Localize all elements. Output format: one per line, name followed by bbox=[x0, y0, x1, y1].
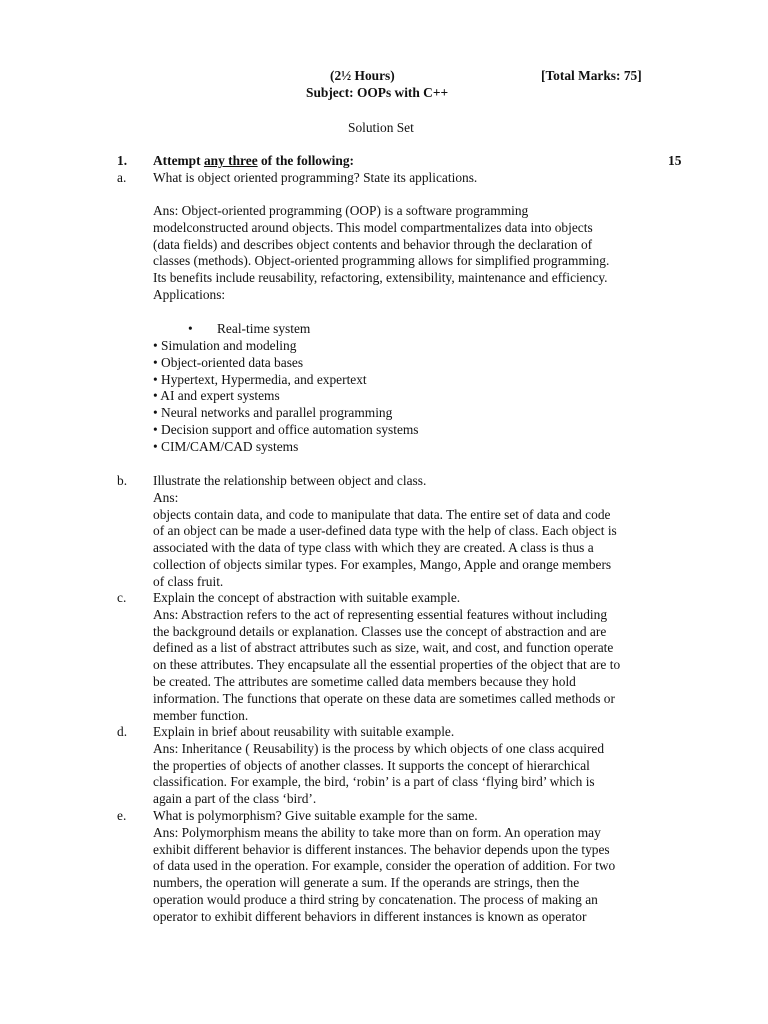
text-line: Explain in brief about reusability with suitable example. bbox=[153, 724, 455, 739]
text-line: member function. bbox=[153, 707, 249, 723]
bullet-icon: • bbox=[188, 321, 193, 336]
text-line: objects contain data, and code to manipulate that data. The entire set of data and code bbox=[153, 506, 611, 522]
text-line: of data used in the operation. For example, consider the operation of addition. For two bbox=[153, 858, 616, 874]
text-line: again a part of the class ‘bird’. bbox=[153, 791, 317, 807]
exam-duration: (2½ Hours) bbox=[330, 68, 395, 83]
text-line: Ans: Inheritance ( Reusability) is the process by which objects of one class acquired bbox=[153, 740, 605, 756]
text-line: the background details or explanation. Classes use the concept of abstraction and are bbox=[153, 623, 607, 639]
applications-list bbox=[153, 338, 419, 456]
text-line: of class fruit. bbox=[153, 573, 224, 589]
list-item: • Decision support and office automation systems bbox=[153, 421, 419, 437]
part-b-content bbox=[153, 473, 673, 591]
text-line: of an object can be made a user-defined data type with the help of class. Each object is bbox=[153, 523, 617, 539]
list-item: • CIM/CAM/CAD systems bbox=[153, 438, 299, 454]
part-a-answer bbox=[153, 203, 673, 304]
instruction-underlined: any three bbox=[203, 153, 258, 168]
list-item: • Object-oriented data bases bbox=[153, 354, 304, 370]
part-d-content bbox=[153, 724, 673, 808]
text-line: associated with the data of type class with which they are created. A class is thus a bbox=[153, 540, 594, 556]
text-line: Ans: Abstraction refers to the act of representing essential features without including bbox=[153, 606, 608, 622]
text-line: on these attributes. They encapsulate all the essential properties of the object that are to bbox=[153, 657, 621, 673]
answer-line: Applications: bbox=[153, 286, 226, 302]
text-line: the properties of objects of another classes. It supports the concept of hierarchical bbox=[153, 757, 590, 773]
part-a-question: What is object oriented programming? State its applications. bbox=[153, 170, 478, 185]
text-line: defined as a list of abstract attributes such as size, wait, and cost, and function operate bbox=[153, 640, 614, 656]
list-item: • Hypertext, Hypermedia, and expertext bbox=[153, 371, 367, 387]
text-line: operator to exhibit different behaviors in different instances is known as operator bbox=[153, 908, 587, 924]
part-e-content bbox=[153, 808, 673, 926]
text-line: information. The functions that operate on these data are sometimes called methods or bbox=[153, 690, 615, 706]
part-a-label: a. bbox=[117, 170, 127, 185]
answer-line: classes (methods). Object-oriented programming allows for simplified programming. bbox=[153, 253, 610, 269]
text-line: Ans: Polymorphism means the ability to take more than on form. An operation may bbox=[153, 824, 601, 840]
text-line: collection of objects similar types. For examples, Mango, Apple and orange members bbox=[153, 556, 612, 572]
question-instruction bbox=[153, 153, 354, 170]
part-c-label: c. bbox=[117, 590, 127, 605]
answer-line: Its benefits include reusability, refactoring, extensibility, maintenance and efficiency. bbox=[153, 270, 608, 286]
text-line: Ans: bbox=[153, 489, 179, 505]
bullet-text: Real-time system bbox=[217, 321, 311, 336]
question-number: 1. bbox=[117, 153, 128, 168]
text-line: be created. The attributes are sometime called data members because they hold bbox=[153, 673, 576, 689]
part-d-label: d. bbox=[117, 724, 128, 739]
list-item: • Neural networks and parallel programming bbox=[153, 405, 393, 421]
text-line: exhibit different behavior is different instances. The behavior depends upon the types bbox=[153, 841, 610, 857]
text-line: What is polymorphism? Give suitable example for the same. bbox=[153, 808, 478, 823]
instruction-text-before: Attempt bbox=[153, 153, 204, 168]
text-line: operation would produce a third string by concatenation. The process of making an bbox=[153, 891, 598, 907]
answer-line: modelconstructed around objects. This model compartmentalizes data into objects bbox=[153, 219, 593, 235]
part-b-label: b. bbox=[117, 473, 128, 488]
subject-title: Subject: OOPs with C++ bbox=[306, 85, 449, 100]
total-marks: [Total Marks: 75] bbox=[541, 68, 642, 83]
part-e-label: e. bbox=[117, 808, 127, 823]
list-item: • Simulation and modeling bbox=[153, 338, 297, 353]
application-first-bullet bbox=[188, 321, 310, 338]
answer-line: (data fields) and describes object contents and behavior through the declaration of bbox=[153, 236, 593, 252]
instruction-text-after: of the following: bbox=[257, 153, 354, 168]
text-line: numbers, the operation will generate a sum. If the operands are strings, then the bbox=[153, 875, 580, 891]
text-line: classification. For example, the bird, ‘robin’ is a part of class ‘flying bird’ which is bbox=[153, 774, 595, 790]
answer-line: Ans: Object-oriented programming (OOP) is a software programming bbox=[153, 203, 529, 218]
question-marks: 15 bbox=[668, 153, 682, 168]
part-c-content bbox=[153, 590, 673, 724]
text-line: Explain the concept of abstraction with suitable example. bbox=[153, 590, 461, 605]
list-item: • AI and expert systems bbox=[153, 388, 280, 404]
text-line: Illustrate the relationship between object and class. bbox=[153, 473, 427, 488]
solution-set-heading: Solution Set bbox=[348, 120, 414, 135]
